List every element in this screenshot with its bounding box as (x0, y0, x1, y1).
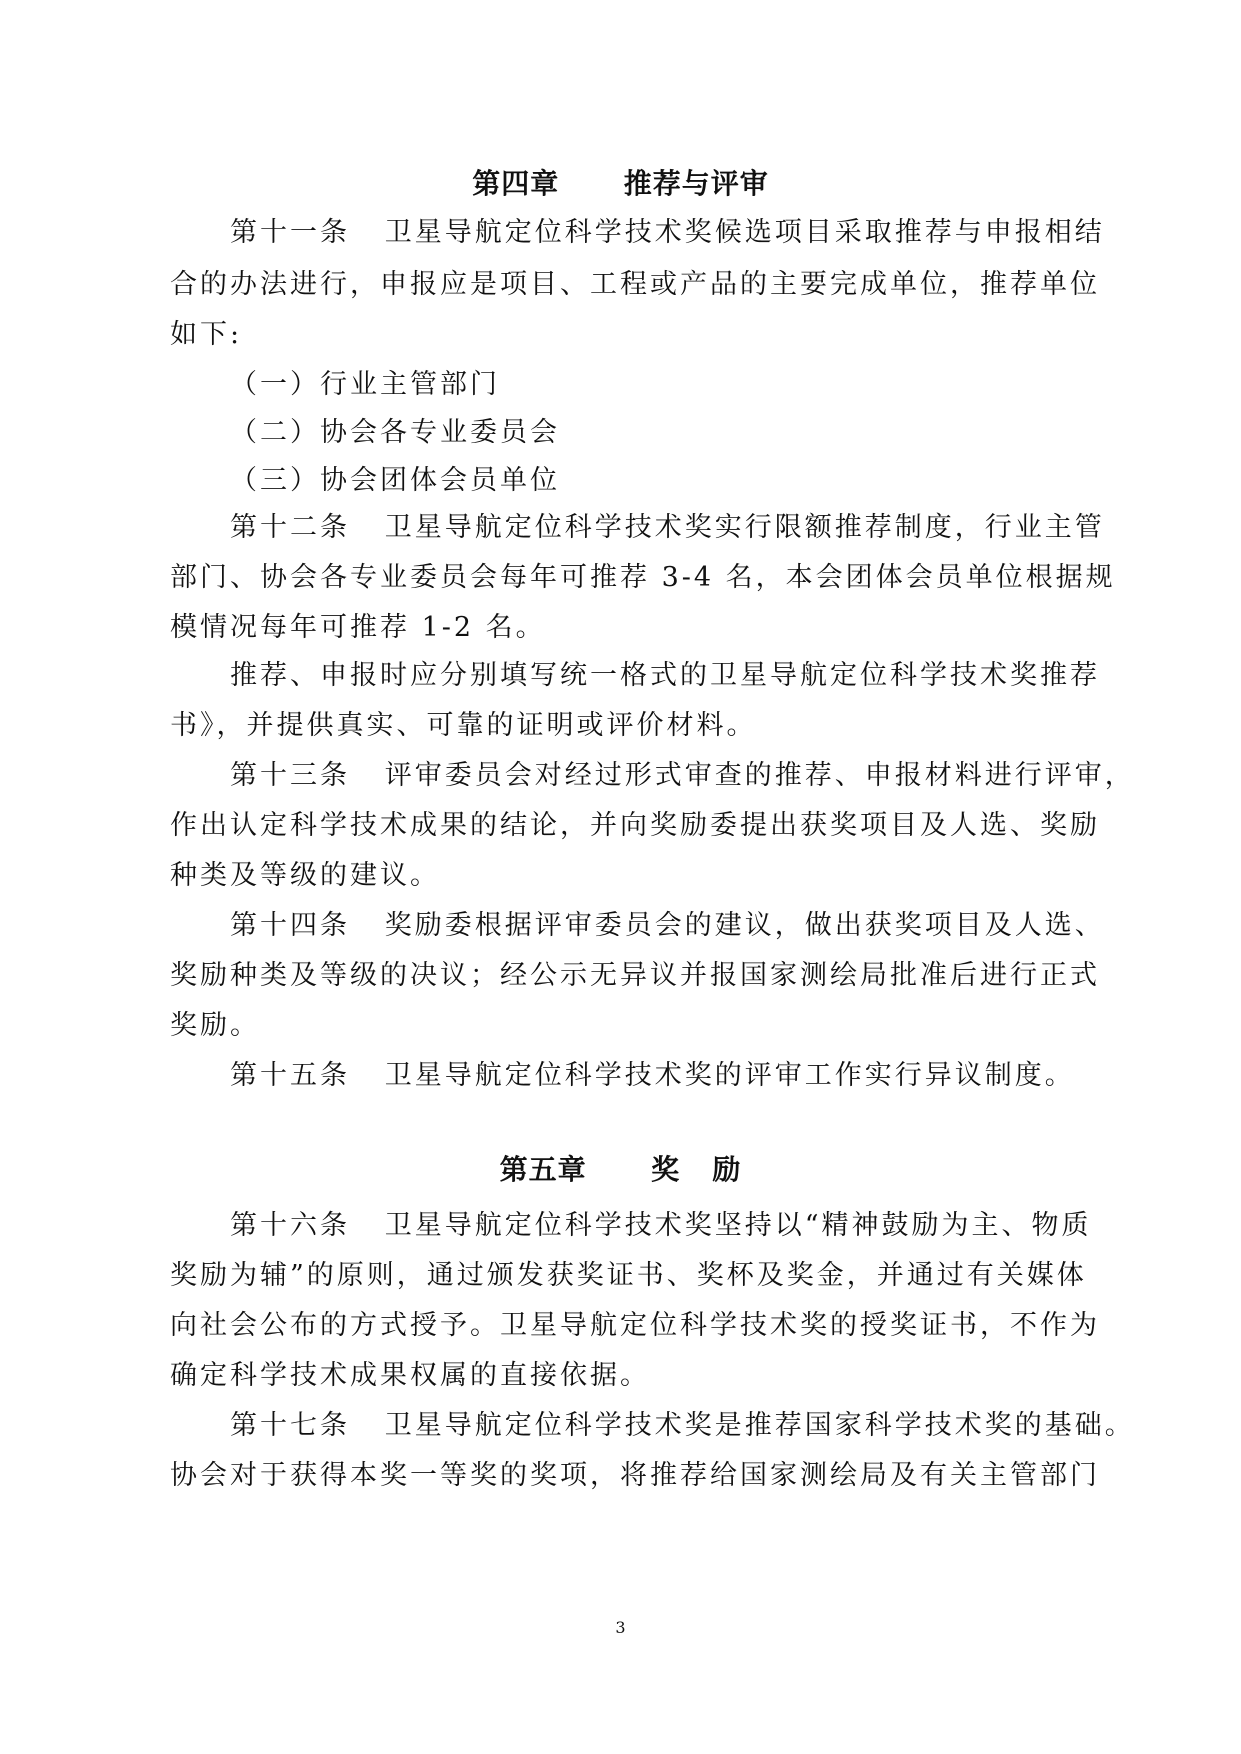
article-14-line-1: 第十四条 奖励委根据评审委员会的建议，做出获奖项目及人选、 (230, 910, 1105, 941)
article-16-line-3: 向社会公布的方式授予。卫星导航定位科学技术奖的授奖证书，不作为 (170, 1310, 1100, 1341)
page-number: 3 (615, 1618, 626, 1637)
recommend-para-line-1: 推荐、申报时应分别填写统一格式的卫星导航定位科学技术奖推荐 (230, 660, 1100, 691)
list-item-2: （二）协会各专业委员会 (230, 417, 560, 448)
list-item-3: （三）协会团体会员单位 (230, 465, 560, 496)
article-17-line-2: 协会对于获得本奖一等奖的奖项，将推荐给国家测绘局及有关主管部门 (170, 1460, 1100, 1491)
article-12-line-2: 部门、协会各专业委员会每年可推荐 3-4 名，本会团体会员单位根据规 (170, 562, 1116, 593)
recommend-para-line-2: 书》，并提供真实、可靠的证明或评价材料。 (170, 710, 757, 741)
article-13-line-1: 第十三条 评审委员会对经过形式审查的推荐、申报材料进行评审， (230, 760, 1135, 791)
article-13-line-2: 作出认定科学技术成果的结论，并向奖励委提出获奖项目及人选、奖励 (170, 810, 1100, 841)
article-13-line-3: 种类及等级的建议。 (170, 860, 440, 891)
article-16-line-1: 第十六条 卫星导航定位科学技术奖坚持以“精神鼓励为主、物质 (230, 1210, 1092, 1241)
article-16-line-2: 奖励为辅”的原则，通过颁发获奖证书、奖杯及奖金，并通过有关媒体 (170, 1260, 1087, 1291)
article-12-line-3: 模情况每年可推荐 1-2 名。 (170, 612, 546, 643)
article-11-line-3: 如下: (170, 319, 243, 350)
article-16-line-4: 确定科学技术成果权属的直接依据。 (170, 1360, 650, 1391)
article-11-line-1: 第十一条 卫星导航定位科学技术奖候选项目采取推荐与申报相结 (230, 217, 1105, 248)
article-15-line-1: 第十五条 卫星导航定位科学技术奖的评审工作实行异议制度。 (230, 1060, 1075, 1091)
chapter-5-heading: 第五章 奖 励 (499, 1153, 742, 1186)
article-17-line-1: 第十七条 卫星导航定位科学技术奖是推荐国家科学技术奖的基础。 (230, 1410, 1135, 1441)
article-14-line-3: 奖励。 (170, 1010, 260, 1041)
article-12-line-1: 第十二条 卫星导航定位科学技术奖实行限额推荐制度，行业主管 (230, 512, 1105, 543)
chapter-4-heading: 第四章 推荐与评审 (472, 167, 769, 200)
article-11-line-2: 合的办法进行，申报应是项目、工程或产品的主要完成单位，推荐单位 (170, 269, 1100, 300)
article-14-line-2: 奖励种类及等级的决议；经公示无异议并报国家测绘局批准后进行正式 (170, 960, 1100, 991)
list-item-1: （一）行业主管部门 (230, 369, 500, 400)
